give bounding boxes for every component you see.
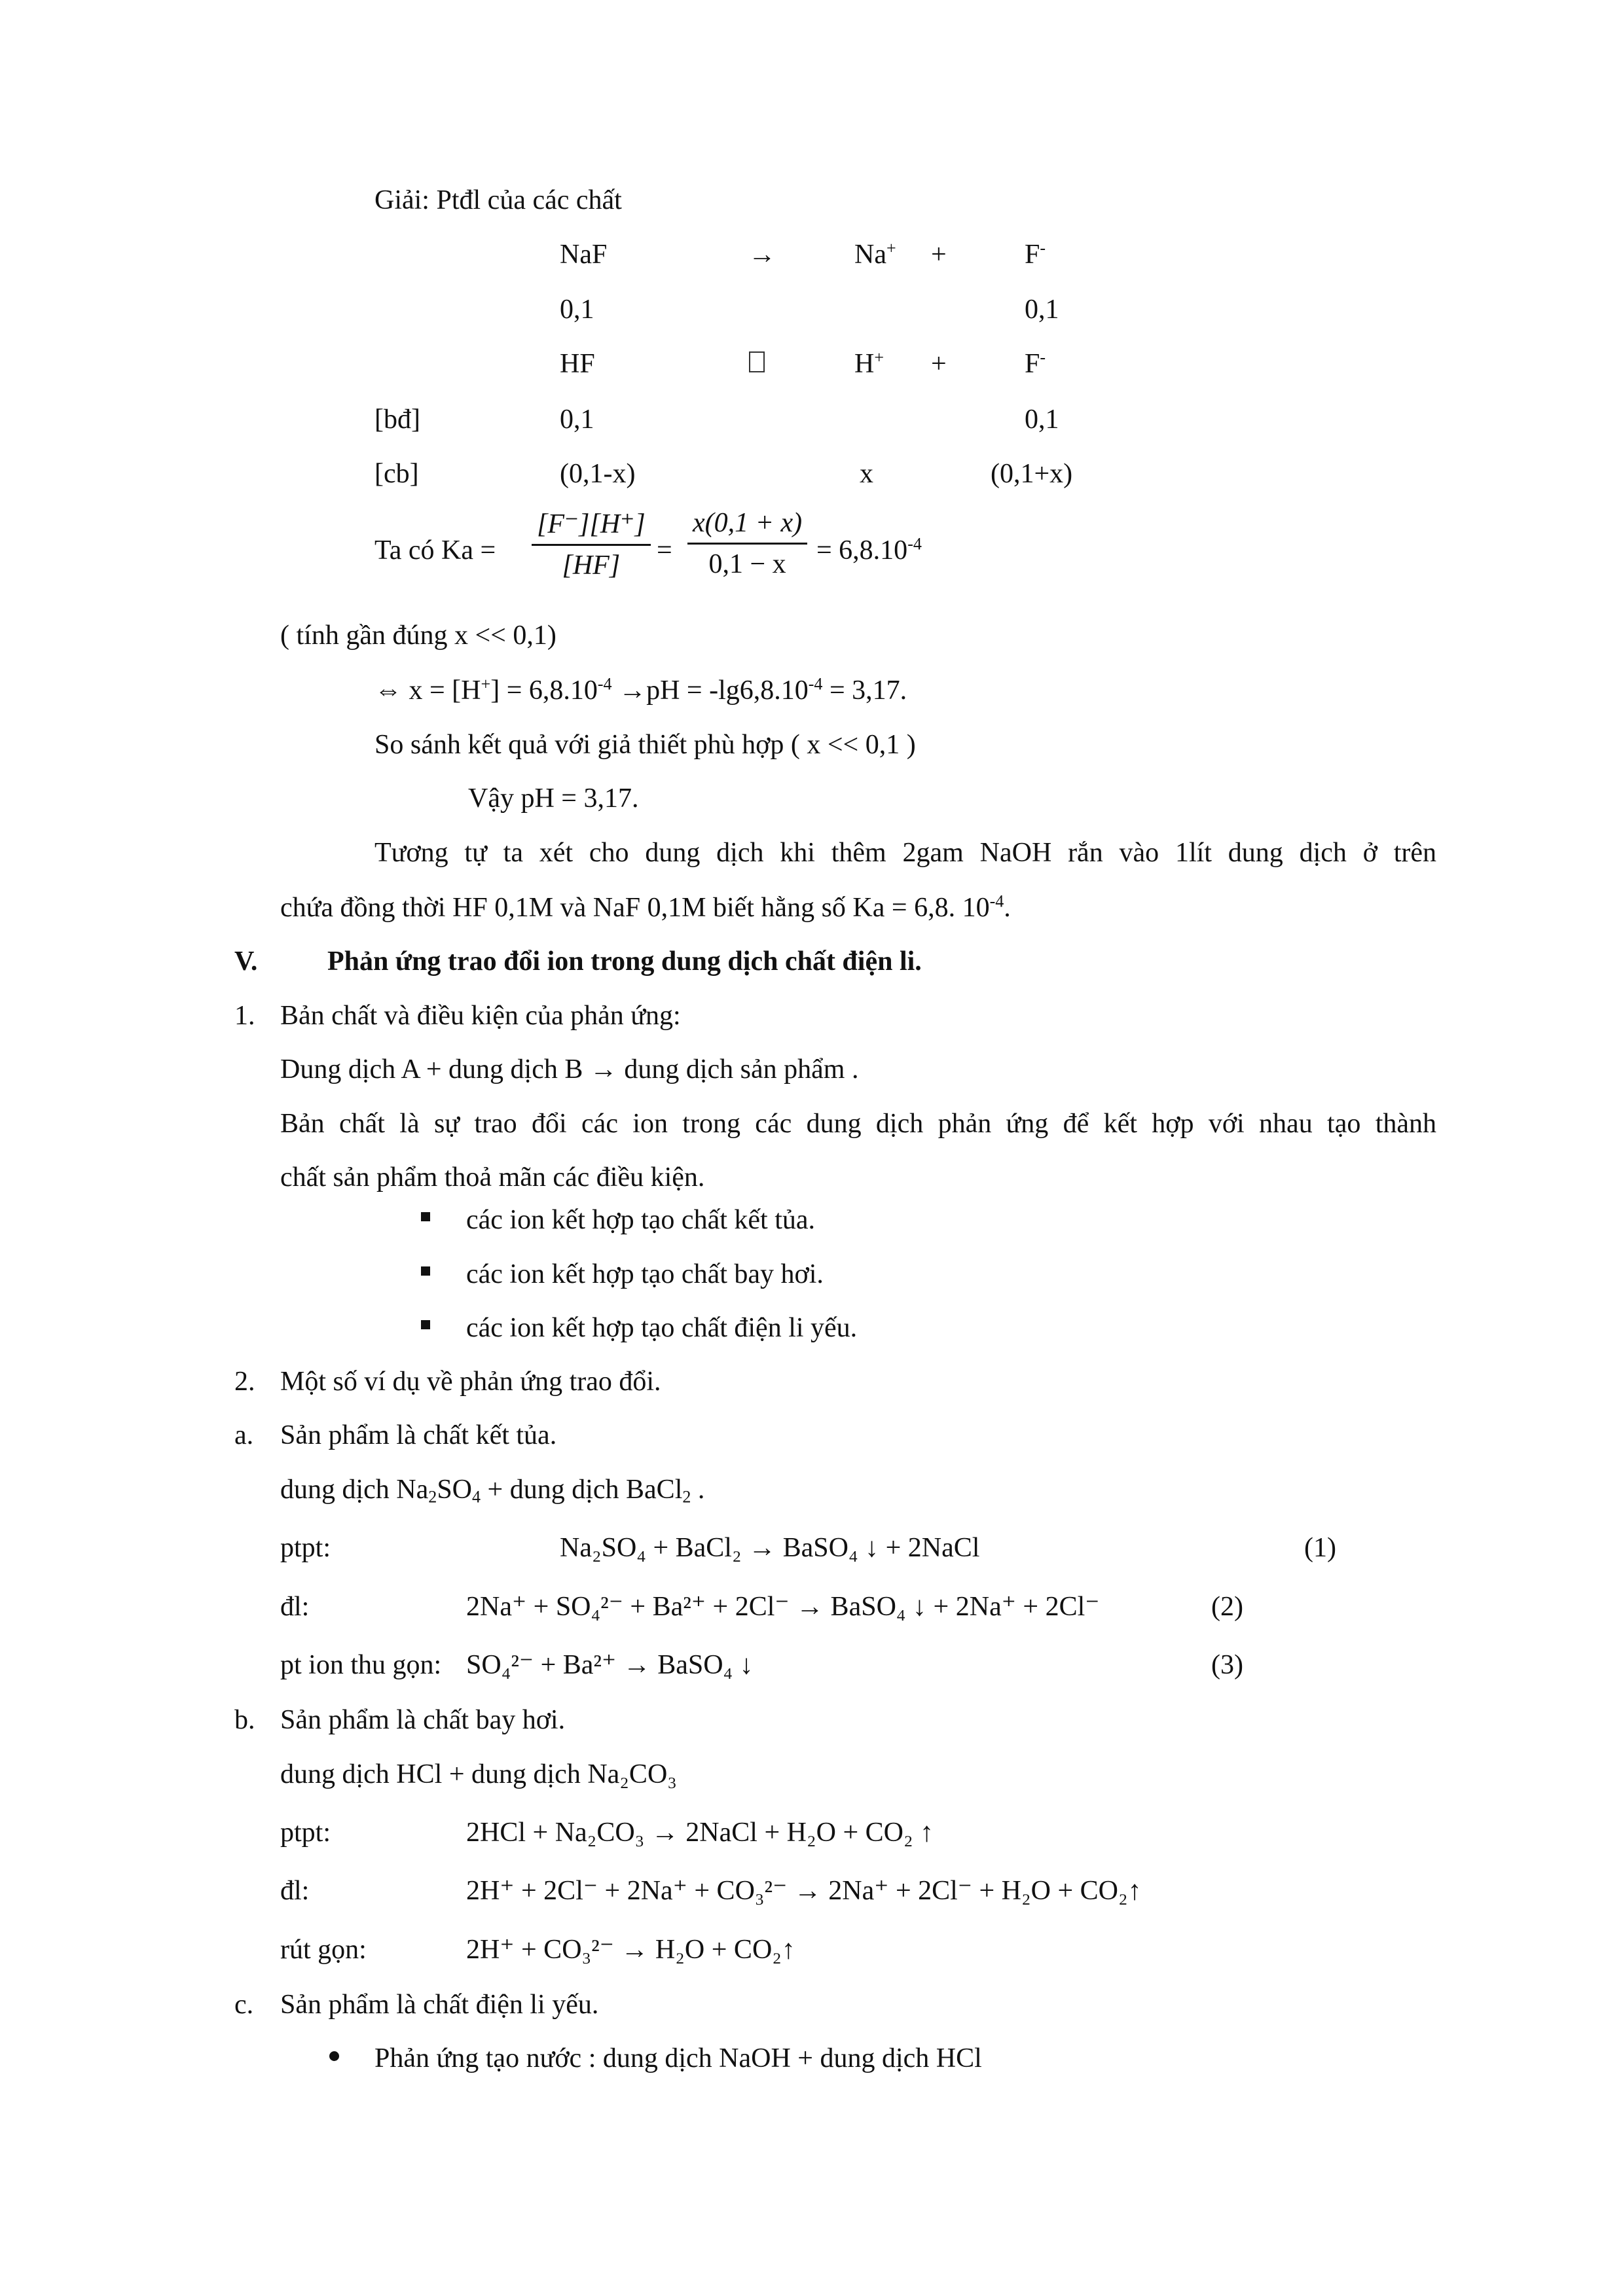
ka-frac1-den: [HF] <box>562 550 621 581</box>
part-b-desc: dung dịch HCl + dung dịch Na₂CO₃ <box>280 1759 677 1789</box>
equilibrium-arrow-icon <box>749 351 765 372</box>
ka-frac1-num: [F⁻][H⁺] <box>532 507 651 546</box>
part-b-rg-equation: 2H⁺ + CO₃²⁻ → H₂O + CO₂↑ <box>466 1935 795 1965</box>
part-a-ion-label: pt ion thu gọn: <box>280 1650 442 1680</box>
section-v-number: V. <box>234 946 258 977</box>
bd-left: 0,1 <box>560 404 594 435</box>
ka-fraction-ions <box>532 507 651 581</box>
x-calculation: ⇔ $x = [H^+] = 6,8.10^{-4} \to pH = -\lg 6,8.10^{-4} = 3,17$. <box>374 674 907 706</box>
bd-label: [bđ] <box>374 404 420 435</box>
item-1-number: 1. <box>234 1001 255 1031</box>
cb-left: (0,1-x) <box>560 459 636 489</box>
condition-item: các ion kết hợp tạo chất bay hơi. <box>466 1259 824 1289</box>
equation-number: (2) <box>1211 1592 1243 1622</box>
part-a-ptpt-equation: Na₂SO₄ + BaCl₂ → BaSO₄ ↓ + 2NaCl <box>560 1533 980 1563</box>
ka-result: = $6,8.10^{-4}$ <box>816 534 922 565</box>
arrow-right-icon: → <box>748 240 776 270</box>
section-v-title: Phản ứng trao đổi ion trong dung dịch chất điện li. <box>327 946 922 977</box>
part-a-letter: a. <box>234 1420 254 1450</box>
cb-right: (0,1+x) <box>991 459 1073 489</box>
square-bullet-icon <box>421 1212 430 1221</box>
item-1-line-a: Dung dịch A + dung dịch B → dung dịch sản phẩm . <box>280 1054 859 1085</box>
h-ion: H+ <box>854 348 884 379</box>
conclusion-line: Vậy pH = 3,17. <box>468 783 639 814</box>
f-ion: F- <box>1025 348 1046 379</box>
solution-intro: Giải: Ptđl của các chất <box>374 185 622 215</box>
item-1-line-c: chất sản phẩm thoả mãn các điều kiện. <box>280 1162 705 1193</box>
part-a-ion-equation: SO₄²⁻ + Ba²⁺ → BaSO₄ ↓ <box>466 1650 754 1680</box>
part-b-ptpt-equation: 2HCl + Na₂CO₃ → 2NaCl + H₂O + CO₂ ↑ <box>466 1818 934 1848</box>
similar-line-2: chứa đồng thời HF 0,1M và NaF 0,1M biết hằng số Ka = 6,8. $10^{-4}$. <box>280 891 1011 923</box>
square-bullet-icon <box>421 1266 430 1276</box>
part-b-title: Sản phẩm là chất bay hơi. <box>280 1705 566 1735</box>
ka-fraction-x <box>687 507 807 580</box>
part-a-desc: dung dịch $Na_2SO_4$ + dung dịch BaCl$_2$ . <box>280 1475 705 1507</box>
cb-label: [cb] <box>374 459 419 489</box>
part-b-dl-equation: 2H⁺ + 2Cl⁻ + 2Na⁺ + CO₃²⁻ → 2Na⁺ + 2Cl⁻ + H₂O + CO₂↑ <box>466 1876 1142 1906</box>
hf-formula: HF <box>560 349 595 379</box>
item-2-title: Một số ví dụ về phản ứng trao đổi. <box>280 1367 661 1397</box>
naf-conc-right: 0,1 <box>1025 295 1059 325</box>
part-c-letter: c. <box>234 1990 254 2020</box>
f-ion: F- <box>1025 238 1046 270</box>
similar-line-1: Tương tự ta xét cho dung dịch khi thêm 2gam NaOH rắn vào 1lít dung dịch ở trên <box>374 838 1436 868</box>
plus-sign: + <box>931 349 947 379</box>
part-b-dl-label: đl: <box>280 1876 310 1906</box>
item-2-number: 2. <box>234 1367 255 1397</box>
part-a-ptpt-label: ptpt: <box>280 1533 331 1563</box>
item-1-line-b: Bản chất là sự trao đổi các ion trong các dung dịch phản ứng để kết hợp với nhau tạo thành <box>280 1109 1436 1139</box>
ka-prefix: Ta có Ka = <box>374 535 496 565</box>
part-b-letter: b. <box>234 1705 255 1735</box>
plus-sign: + <box>931 240 947 270</box>
compare-line: So sánh kết quả với giả thiết phù hợp ( x << 0,1 ) <box>374 730 916 760</box>
condition-item: các ion kết hợp tạo chất điện li yếu. <box>466 1313 858 1343</box>
equation-number: (3) <box>1211 1650 1243 1680</box>
na-ion: Na+ <box>854 238 896 270</box>
part-b-ptpt-label: ptpt: <box>280 1818 331 1848</box>
part-a-dl-label: đl: <box>280 1592 310 1622</box>
part-c-title: Sản phẩm là chất điện li yếu. <box>280 1990 599 2020</box>
naf-conc-left: 0,1 <box>560 295 594 325</box>
bd-right: 0,1 <box>1025 404 1059 435</box>
equals-sign: = <box>657 535 672 565</box>
cb-mid: x <box>860 459 873 489</box>
round-bullet-icon <box>329 2051 339 2061</box>
square-bullet-icon <box>421 1320 430 1329</box>
approx-note: ( tính gần đúng x << 0,1) <box>280 620 556 651</box>
part-c-bullet-text: Phản ứng tạo nước : dung dịch NaOH + dung dịch HCl <box>374 2043 982 2073</box>
item-1-title: Bản chất và điều kiện của phản ứng: <box>280 1001 681 1031</box>
equation-number: (1) <box>1304 1533 1336 1563</box>
naf-formula: NaF <box>560 240 608 270</box>
ka-frac2-num: x(0,1 + x) <box>687 507 807 545</box>
part-a-title: Sản phẩm là chất kết tủa. <box>280 1420 557 1450</box>
ka-frac2-den: 0,1 − x <box>708 549 786 579</box>
part-b-rg-label: rút gọn: <box>280 1935 367 1965</box>
condition-item: các ion kết hợp tạo chất kết tủa. <box>466 1205 815 1235</box>
part-a-dl-equation: 2Na⁺ + SO₄²⁻ + Ba²⁺ + 2Cl⁻ → BaSO₄ ↓ + 2Na⁺ + 2Cl⁻ <box>466 1592 1100 1622</box>
